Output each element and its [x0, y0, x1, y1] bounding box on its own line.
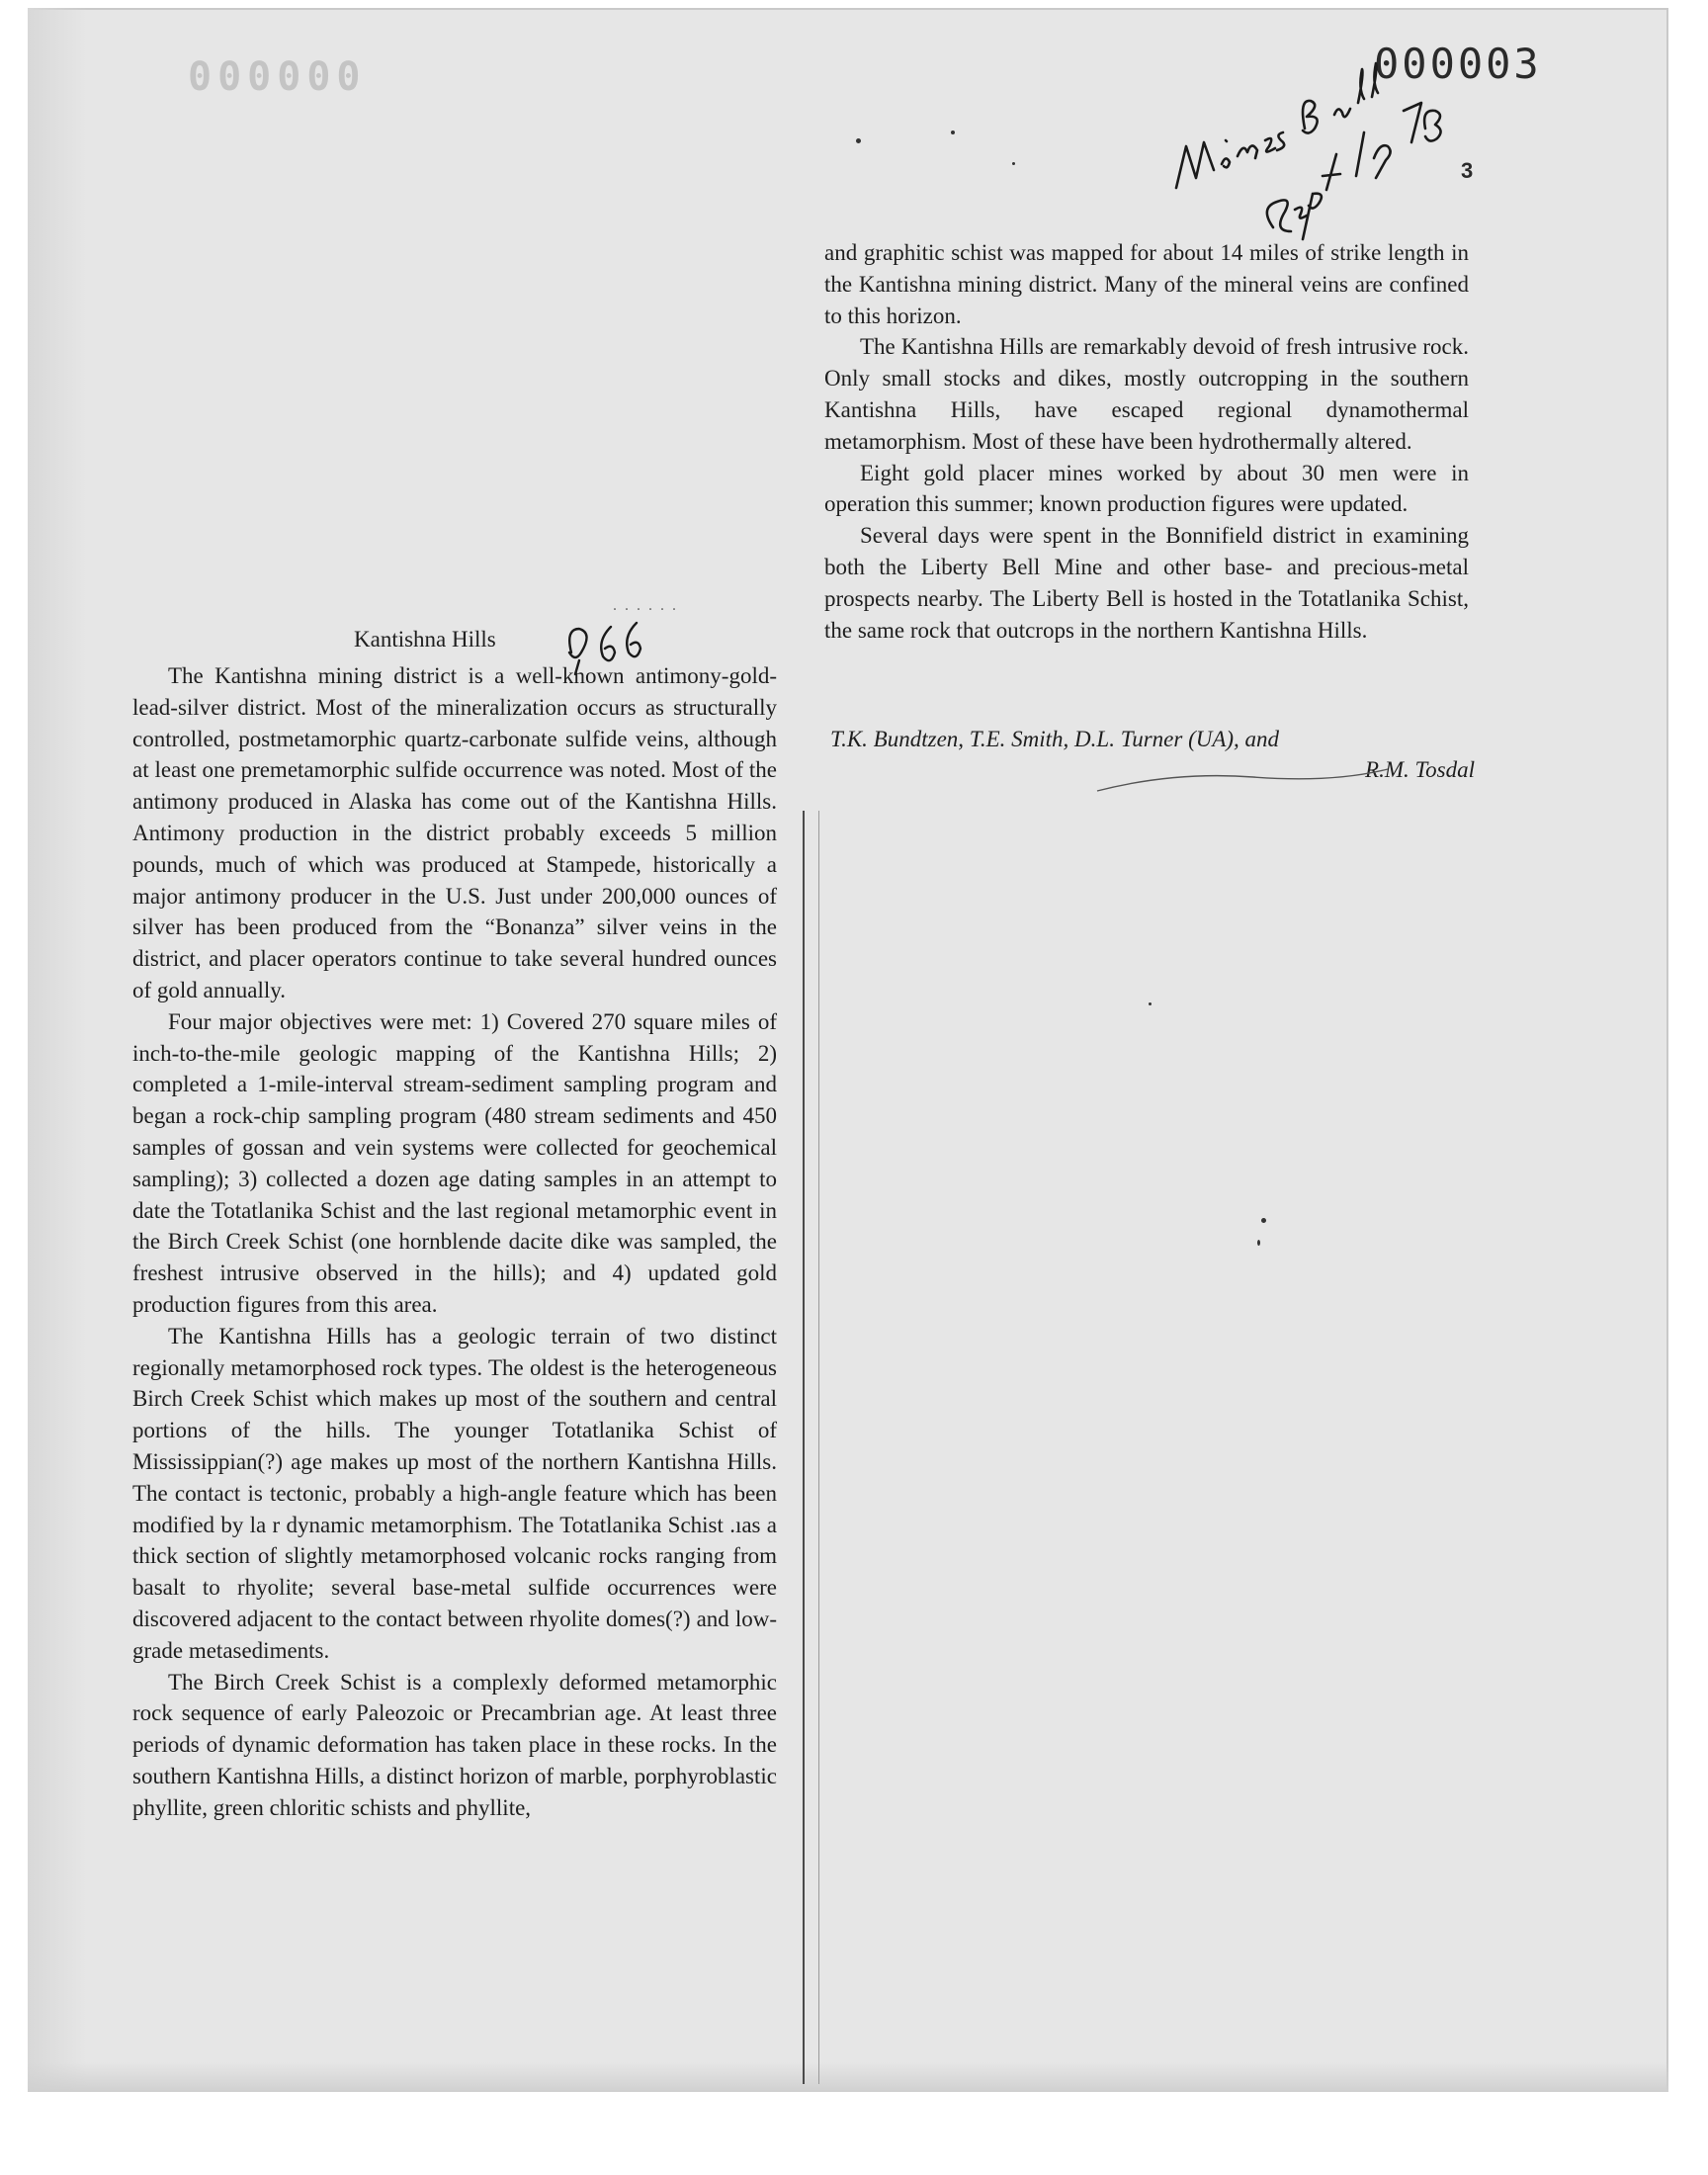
document-number: 000003: [1374, 40, 1542, 88]
left-text-column: [132, 660, 777, 1823]
scan-speck: [951, 130, 955, 134]
scan-speck: [1012, 162, 1015, 165]
paragraph: The Kantishna Hills are remarkably devoid of fresh intrusive rock. Only small stocks and dikes, mostly outcropping in the southern Kantishna Hills, have escaped regional dynamothermal metamorphism. Most of these have been hydrothermally altered.: [824, 334, 1469, 454]
scan-speck: [1261, 1218, 1266, 1223]
handwritten-annotation: [1156, 20, 1512, 247]
faint-signature-stroke: [1095, 761, 1392, 801]
page-fold-line: [818, 811, 819, 2084]
faint-overprint-text: . . . . . .: [613, 597, 678, 614]
paragraph: The Kantishna Hills has a geologic terrain of two distinct regionally metamorphosed rock types. The oldest is the heterogeneous Birch Creek Schist which makes up most of the southern and central portions of the hills. The younger Totatlanika Schist of Mississippian(?) age makes up most of the northern Kantishna Hills. The contact is tectonic, probably a high-angle feature which has been modified by lа r dynamic metamorphism. The Totatlanika Schist .ıas a thick section of slightly metamorphosed volcanic rocks ranging from basalt to rhyolite; several base-metal sulfide occurrences were discovered adjacent to the contact between rhyolite domes(?) and low-grade metasediments.: [132, 1323, 777, 1663]
paragraph: The Birch Creek Schist is a complexly deformed metamorphic rock sequence of early Paleozoic or Precambrian age. At least three periods of dynamic deformation has taken place in these rocks. In the southern Kantishna Hills, a distinct horizon of marble, porphyroblastic phyllite, green chloritic schists and phyllite,: [132, 1669, 777, 1820]
paragraph: Several days were spent in the Bonnifield district in examining both the Liberty Bell Mine and other base- and precious-metal prospects nearby. The Liberty Bell is hosted in the Totatlanika Schist, the same rock that outcrops in the northern Kantishna Hills.: [824, 523, 1469, 643]
paragraph: and graphitic schist was mapped for about 14 miles of strike length in the Kantishna mining district. Many of the mineral veins are confined to this horizon.: [824, 240, 1469, 328]
column-divider: [803, 811, 805, 2084]
paragraph: Eight gold placer mines worked by about 30 men were in operation this summer; known production figures were updated.: [824, 460, 1469, 517]
scan-speck: [1257, 1240, 1260, 1246]
page-number: 3: [1461, 158, 1474, 183]
paragraph: The Kantishna mining district is a well-known antimony-gold-lead-silver district. Most of the mineralization occurs as structurally controlled, postmetamorphic quartz-carbonate sulfide veins, although at least one premetamorphic sulfide occurrence was noted. Most of the antimony produced in Alaska has come out of the Kantishna Hills. Antimony production in the district probably exceeds 5 million pounds, much of which was produced at Stampede, historically a major antimony producer in the U.S. Just under 200,000 ounces of silver has been produced from the “Bonanza” silver veins in the district, and placer operators continue to take several hundred ounces of gold annually.: [132, 663, 777, 1002]
authors-line-1: T.K. Bundtzen, T.E. Smith, D.L. Turner (UA), and: [830, 727, 1280, 751]
right-text-column: [824, 237, 1469, 646]
section-heading: Kantishna Hills: [354, 627, 496, 652]
page-edge-shadow: [28, 8, 87, 2092]
scan-speck: [856, 138, 861, 143]
paragraph: Four major objectives were met: 1) Covered 270 square miles of inch-to-the-mile geologic mapping of the Kantishna Hills; 2) completed a 1-mile-interval stream-sediment sampling program and began a rock-chip sampling program (480 stream sediments and 450 samples of gossan and vein systems were collected for geochemical sampling); 3) collected a dozen age dating samples in an attempt to date the Totatlanika Schist and the last regional metamorphic event in the Birch Creek Schist (one hornblende dacite dike was sampled, the freshest intrusive observed in the hills); and 4) updated gold production figures from this area.: [132, 1008, 777, 1317]
faint-stamp-number: 000000: [188, 54, 367, 100]
page-bottom-shadow: [28, 2062, 1668, 2092]
authors-line-2: R.M. Tosdal: [1365, 757, 1475, 782]
scan-speck: [1149, 1002, 1152, 1005]
